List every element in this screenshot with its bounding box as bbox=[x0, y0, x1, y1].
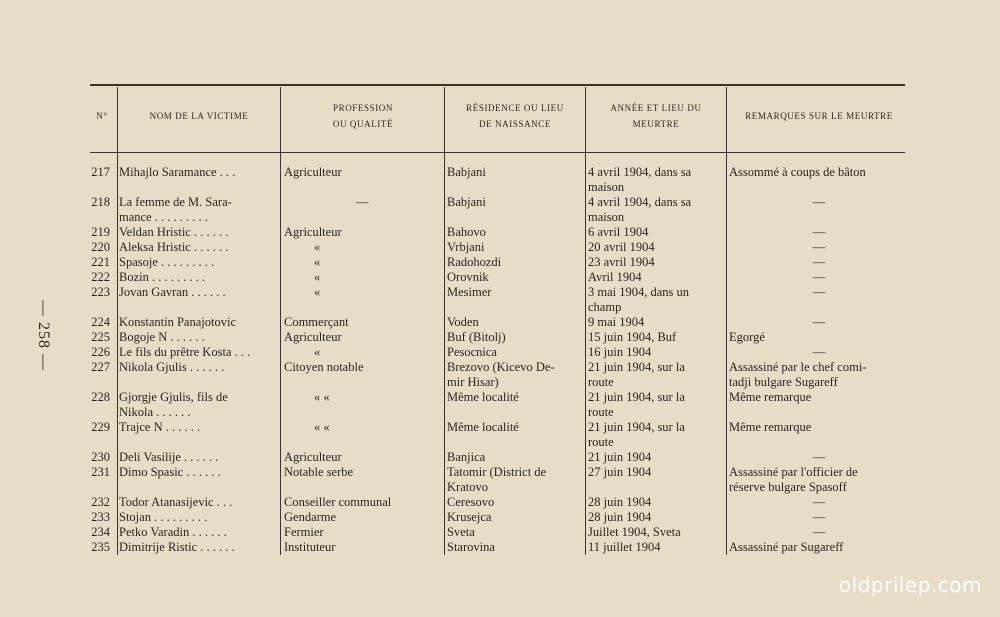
date-place bbox=[588, 240, 724, 255]
row-number: 220 bbox=[91, 240, 110, 254]
residence bbox=[447, 465, 583, 495]
date-place bbox=[588, 450, 724, 465]
remarks bbox=[729, 345, 909, 360]
remarks-line: — bbox=[812, 195, 826, 209]
profession bbox=[284, 510, 444, 525]
row-number: 235 bbox=[91, 540, 110, 554]
header-victim: NOM DE LA VICTIME bbox=[149, 111, 249, 121]
table-row bbox=[0, 540, 1000, 555]
victim-name-line: Aleksa Hristic . . . . . . bbox=[119, 240, 229, 254]
residence-line: Même localité bbox=[447, 390, 519, 404]
date-place-line: 20 avril 1904 bbox=[588, 240, 655, 254]
victim-name bbox=[119, 450, 279, 465]
row-number: 222 bbox=[91, 270, 110, 284]
victim-name bbox=[119, 540, 279, 555]
header-profession: PROFESSION OU QUALITÉ bbox=[332, 103, 394, 129]
profession-line: — bbox=[356, 195, 369, 209]
profession bbox=[284, 465, 444, 480]
victim-name-line: Bozin . . . . . . . . . bbox=[119, 270, 206, 284]
remarks-line: Assassiné par Sugareff bbox=[729, 540, 844, 554]
remarks-line: — bbox=[812, 450, 826, 464]
victim-name-line: Todor Atanasijevic . . . bbox=[119, 495, 233, 509]
remarks bbox=[729, 510, 909, 525]
profession-line: « bbox=[314, 345, 321, 359]
residence bbox=[447, 390, 583, 405]
profession-line: Gendarme bbox=[284, 510, 337, 524]
row-number: 232 bbox=[91, 495, 110, 509]
victim-name-line: Veldan Hristic . . . . . . bbox=[119, 225, 229, 239]
profession bbox=[284, 315, 444, 330]
date-place bbox=[588, 360, 724, 390]
remarks bbox=[729, 165, 909, 180]
date-place-line: 21 juin 1904, sur la bbox=[588, 420, 685, 434]
remarks bbox=[729, 330, 909, 345]
profession-line: Citoyen notable bbox=[284, 360, 364, 374]
header-remarks: REMARQUES SUR LE MEURTRE bbox=[745, 111, 893, 121]
profession-line: « bbox=[314, 240, 321, 254]
date-place bbox=[588, 495, 724, 510]
date-place bbox=[588, 465, 724, 480]
victim-name bbox=[119, 240, 279, 255]
profession bbox=[284, 240, 444, 255]
date-place bbox=[588, 390, 724, 420]
remarks-line: tadji bulgare Sugareff bbox=[729, 375, 838, 389]
remarks bbox=[729, 195, 909, 210]
table-row bbox=[0, 465, 1000, 495]
remarks-line: — bbox=[812, 225, 826, 239]
date-place bbox=[588, 345, 724, 360]
victim-name bbox=[119, 270, 279, 285]
victim-name-line: Petko Varadin . . . . . . bbox=[119, 525, 227, 539]
profession-line: Agriculteur bbox=[284, 330, 342, 344]
date-place bbox=[588, 285, 724, 315]
victim-name bbox=[119, 510, 279, 525]
row-number: 221 bbox=[91, 255, 110, 269]
profession-line: « « bbox=[314, 420, 330, 434]
victim-name-line: Spasoje . . . . . . . . . bbox=[119, 255, 215, 269]
victim-name bbox=[119, 465, 279, 480]
date-place-line: maison bbox=[588, 180, 625, 194]
residence-line: Babjani bbox=[447, 195, 486, 209]
date-place-line: 28 juin 1904 bbox=[588, 510, 652, 524]
date-place-line: 9 mai 1904 bbox=[588, 315, 645, 329]
remarks-line: Même remarque bbox=[729, 420, 812, 434]
remarks bbox=[729, 390, 909, 405]
residence-line: Même localité bbox=[447, 420, 519, 434]
residence-line: Buf (Bitolj) bbox=[447, 330, 506, 344]
remarks-line: — bbox=[812, 285, 826, 299]
header-bottom-rule bbox=[90, 152, 905, 153]
remarks bbox=[729, 360, 909, 390]
remarks bbox=[729, 525, 909, 540]
residence-line: Orovnik bbox=[447, 270, 489, 284]
remarks bbox=[729, 540, 909, 555]
date-place-line: 23 avril 1904 bbox=[588, 255, 655, 269]
residence bbox=[447, 495, 583, 510]
date-place-line: 21 juin 1904, sur la bbox=[588, 390, 685, 404]
victim-name bbox=[119, 195, 279, 225]
profession-line: « bbox=[314, 285, 321, 299]
row-number: 218 bbox=[91, 195, 110, 209]
profession bbox=[284, 285, 444, 300]
row-number: 225 bbox=[91, 330, 110, 344]
table-row bbox=[0, 330, 1000, 345]
remarks bbox=[729, 495, 909, 510]
row-number: 234 bbox=[91, 525, 110, 539]
date-place-line: Avril 1904 bbox=[588, 270, 642, 284]
profession bbox=[284, 525, 444, 540]
remarks-line: Assommé à coups de bâton bbox=[729, 165, 866, 179]
table-row bbox=[0, 495, 1000, 510]
victim-name-line: Nikola Gjulis . . . . . . bbox=[119, 360, 225, 374]
date-place bbox=[588, 525, 724, 540]
residence-line: Radohozdi bbox=[447, 255, 502, 269]
date-place-line: route bbox=[588, 405, 614, 419]
victim-name-line: Stojan . . . . . . . . . bbox=[119, 510, 208, 524]
remarks-line: — bbox=[812, 270, 826, 284]
residence-line: Kratovo bbox=[447, 480, 488, 494]
victim-name bbox=[119, 390, 279, 420]
victim-name-line: Deli Vasilije . . . . . . bbox=[119, 450, 219, 464]
header-num: N° bbox=[96, 111, 108, 121]
table-row bbox=[0, 285, 1000, 315]
profession bbox=[284, 495, 444, 510]
victim-name-line: mance . . . . . . . . . bbox=[119, 210, 208, 224]
residence-line: Pesocnica bbox=[447, 345, 497, 359]
remarks bbox=[729, 315, 909, 330]
residence-line: Brezovo (Kicevo De- bbox=[447, 360, 555, 374]
date-place-line: champ bbox=[588, 300, 622, 314]
residence-line: Babjani bbox=[447, 165, 486, 179]
date-place-line: route bbox=[588, 375, 614, 389]
residence-line: Voden bbox=[447, 315, 479, 329]
victim-name-line: Dimitrije Ristic . . . . . . bbox=[119, 540, 235, 554]
profession bbox=[284, 420, 444, 435]
date-place-line: 6 avril 1904 bbox=[588, 225, 649, 239]
victim-name bbox=[119, 285, 279, 300]
profession-line: Agriculteur bbox=[284, 165, 342, 179]
residence-line: Bahovo bbox=[447, 225, 486, 239]
remarks-line: — bbox=[812, 525, 826, 539]
residence bbox=[447, 225, 583, 240]
victim-name-line: Nikola . . . . . . bbox=[119, 405, 191, 419]
residence bbox=[447, 510, 583, 525]
row-number: 233 bbox=[91, 510, 110, 524]
table-row bbox=[0, 420, 1000, 450]
residence bbox=[447, 540, 583, 555]
table-row bbox=[0, 390, 1000, 420]
date-place bbox=[588, 510, 724, 525]
date-place bbox=[588, 330, 724, 345]
remarks bbox=[729, 465, 909, 495]
profession bbox=[284, 540, 444, 555]
residence-line: Ceresovo bbox=[447, 495, 495, 509]
victim-name bbox=[119, 495, 279, 510]
residence-line: mir Hisar) bbox=[447, 375, 499, 389]
profession bbox=[284, 165, 444, 180]
victim-name bbox=[119, 165, 279, 180]
remarks bbox=[729, 450, 909, 465]
residence bbox=[447, 195, 583, 210]
victim-name bbox=[119, 360, 279, 375]
remarks-line: — bbox=[812, 495, 826, 509]
date-place-line: 4 avril 1904, dans sa bbox=[588, 195, 692, 209]
residence bbox=[447, 240, 583, 255]
residence-line: Vrbjani bbox=[447, 240, 485, 254]
date-place-line: 21 juin 1904, sur la bbox=[588, 360, 685, 374]
remarks-line: — bbox=[812, 255, 826, 269]
victim-name-line: Le fils du prêtre Kosta . . . bbox=[119, 345, 251, 359]
victim-name-line: Mihajlo Saramance . . . bbox=[119, 165, 236, 179]
table-top-rule bbox=[90, 84, 905, 86]
profession-line: Agriculteur bbox=[284, 225, 342, 239]
profession bbox=[284, 255, 444, 270]
date-place bbox=[588, 255, 724, 270]
header-date-place: ANNÉE ET LIEU DU MEURTRE bbox=[610, 103, 702, 129]
date-place bbox=[588, 270, 724, 285]
profession bbox=[284, 270, 444, 285]
date-place-line: 15 juin 1904, Buf bbox=[588, 330, 677, 344]
remarks bbox=[729, 225, 909, 240]
residence-line: Mesimer bbox=[447, 285, 492, 299]
header-residence: RÉSIDENCE OU LIEU DE NAISSANCE bbox=[466, 103, 564, 129]
table-row bbox=[0, 450, 1000, 465]
residence-line: Krusejca bbox=[447, 510, 492, 524]
remarks bbox=[729, 285, 909, 300]
date-place bbox=[588, 315, 724, 330]
row-number: 227 bbox=[91, 360, 110, 374]
profession bbox=[284, 345, 444, 360]
table-row bbox=[0, 255, 1000, 270]
row-number: 226 bbox=[91, 345, 110, 359]
victim-name bbox=[119, 345, 279, 360]
remarks bbox=[729, 240, 909, 255]
remarks-line: réserve bulgare Spasoff bbox=[729, 480, 847, 494]
table-row bbox=[0, 270, 1000, 285]
victim-name bbox=[119, 330, 279, 345]
date-place bbox=[588, 420, 724, 450]
remarks-line: Egorgé bbox=[729, 330, 765, 344]
victim-name bbox=[119, 315, 279, 330]
row-number: 231 bbox=[91, 465, 110, 479]
profession-line: « bbox=[314, 270, 321, 284]
date-place bbox=[588, 165, 724, 195]
watermark: oldprilep.com bbox=[838, 573, 982, 597]
victim-name bbox=[119, 255, 279, 270]
victim-name-line: Gjorgje Gjulis, fils de bbox=[119, 390, 228, 404]
date-place bbox=[588, 195, 724, 225]
remarks bbox=[729, 255, 909, 270]
date-place bbox=[588, 225, 724, 240]
residence bbox=[447, 450, 583, 465]
row-number: 230 bbox=[91, 450, 110, 464]
remarks bbox=[729, 420, 909, 435]
residence bbox=[447, 255, 583, 270]
row-number: 224 bbox=[91, 315, 110, 329]
date-place-line: 28 juin 1904 bbox=[588, 495, 652, 509]
table-row bbox=[0, 360, 1000, 390]
profession bbox=[284, 450, 444, 465]
residence bbox=[447, 315, 583, 330]
date-place-line: 27 juin 1904 bbox=[588, 465, 652, 479]
residence bbox=[447, 330, 583, 345]
table-row bbox=[0, 240, 1000, 255]
remarks bbox=[729, 270, 909, 285]
date-place-line: Juillet 1904, Sveta bbox=[588, 525, 681, 539]
date-place-line: 3 mai 1904, dans un bbox=[588, 285, 690, 299]
table-row bbox=[0, 510, 1000, 525]
date-place-line: maison bbox=[588, 210, 625, 224]
remarks-line: — bbox=[812, 510, 826, 524]
date-place-line: 11 juillet 1904 bbox=[588, 540, 661, 554]
date-place-line: 16 juin 1904 bbox=[588, 345, 652, 359]
residence-line: Starovina bbox=[447, 540, 495, 554]
profession-line: Conseiller communal bbox=[284, 495, 392, 509]
date-place-line: 21 juin 1904 bbox=[588, 450, 652, 464]
row-number: 217 bbox=[91, 165, 110, 179]
table-row bbox=[0, 225, 1000, 240]
profession bbox=[284, 195, 444, 210]
remarks-line: — bbox=[812, 345, 826, 359]
residence bbox=[447, 345, 583, 360]
profession-line: « bbox=[314, 255, 321, 269]
remarks-line: Même remarque bbox=[729, 390, 812, 404]
residence bbox=[447, 270, 583, 285]
profession-line: Fermier bbox=[284, 525, 324, 539]
remarks-line: — bbox=[812, 315, 826, 329]
table-row bbox=[0, 345, 1000, 360]
victim-name bbox=[119, 225, 279, 240]
residence bbox=[447, 420, 583, 435]
residence-line: Sveta bbox=[447, 525, 475, 539]
row-number: 219 bbox=[91, 225, 110, 239]
residence bbox=[447, 360, 583, 390]
table-row bbox=[0, 525, 1000, 540]
date-place-line: 4 avril 1904, dans sa bbox=[588, 165, 692, 179]
table-row bbox=[0, 195, 1000, 225]
profession-line: Notable serbe bbox=[284, 465, 354, 479]
victim-name-line: La femme de M. Sara- bbox=[119, 195, 232, 209]
victim-name bbox=[119, 525, 279, 540]
victim-name bbox=[119, 420, 279, 435]
table-row bbox=[0, 165, 1000, 195]
residence-line: Tatomir (District de bbox=[447, 465, 547, 479]
residence-line: Banjica bbox=[447, 450, 486, 464]
row-number: 229 bbox=[91, 420, 110, 434]
residence bbox=[447, 525, 583, 540]
date-place bbox=[588, 540, 724, 555]
profession bbox=[284, 360, 444, 375]
date-place-line: route bbox=[588, 435, 614, 449]
profession bbox=[284, 330, 444, 345]
profession-line: Commerçant bbox=[284, 315, 349, 329]
victim-name-line: Konstantin Panajotovic bbox=[119, 315, 236, 329]
remarks-line: — bbox=[812, 240, 826, 254]
residence bbox=[447, 165, 583, 180]
profession-line: Instituteur bbox=[284, 540, 336, 554]
victim-name-line: Trajce N . . . . . . bbox=[119, 420, 201, 434]
profession-line: « « bbox=[314, 390, 330, 404]
profession-line: Agriculteur bbox=[284, 450, 342, 464]
victim-name-line: Jovan Gavran . . . . . . bbox=[119, 285, 226, 299]
residence bbox=[447, 285, 583, 300]
victim-name-line: Dimo Spasic . . . . . . bbox=[119, 465, 221, 479]
table-row bbox=[0, 315, 1000, 330]
remarks-line: Assassiné par l'officier de bbox=[729, 465, 858, 479]
victim-name-line: Bogoje N . . . . . . bbox=[119, 330, 205, 344]
profession bbox=[284, 390, 444, 405]
profession bbox=[284, 225, 444, 240]
row-number: 228 bbox=[91, 390, 110, 404]
page-number: — 258 — bbox=[35, 300, 52, 371]
remarks-line: Assassiné par le chef comi- bbox=[729, 360, 867, 374]
row-number: 223 bbox=[91, 285, 110, 299]
